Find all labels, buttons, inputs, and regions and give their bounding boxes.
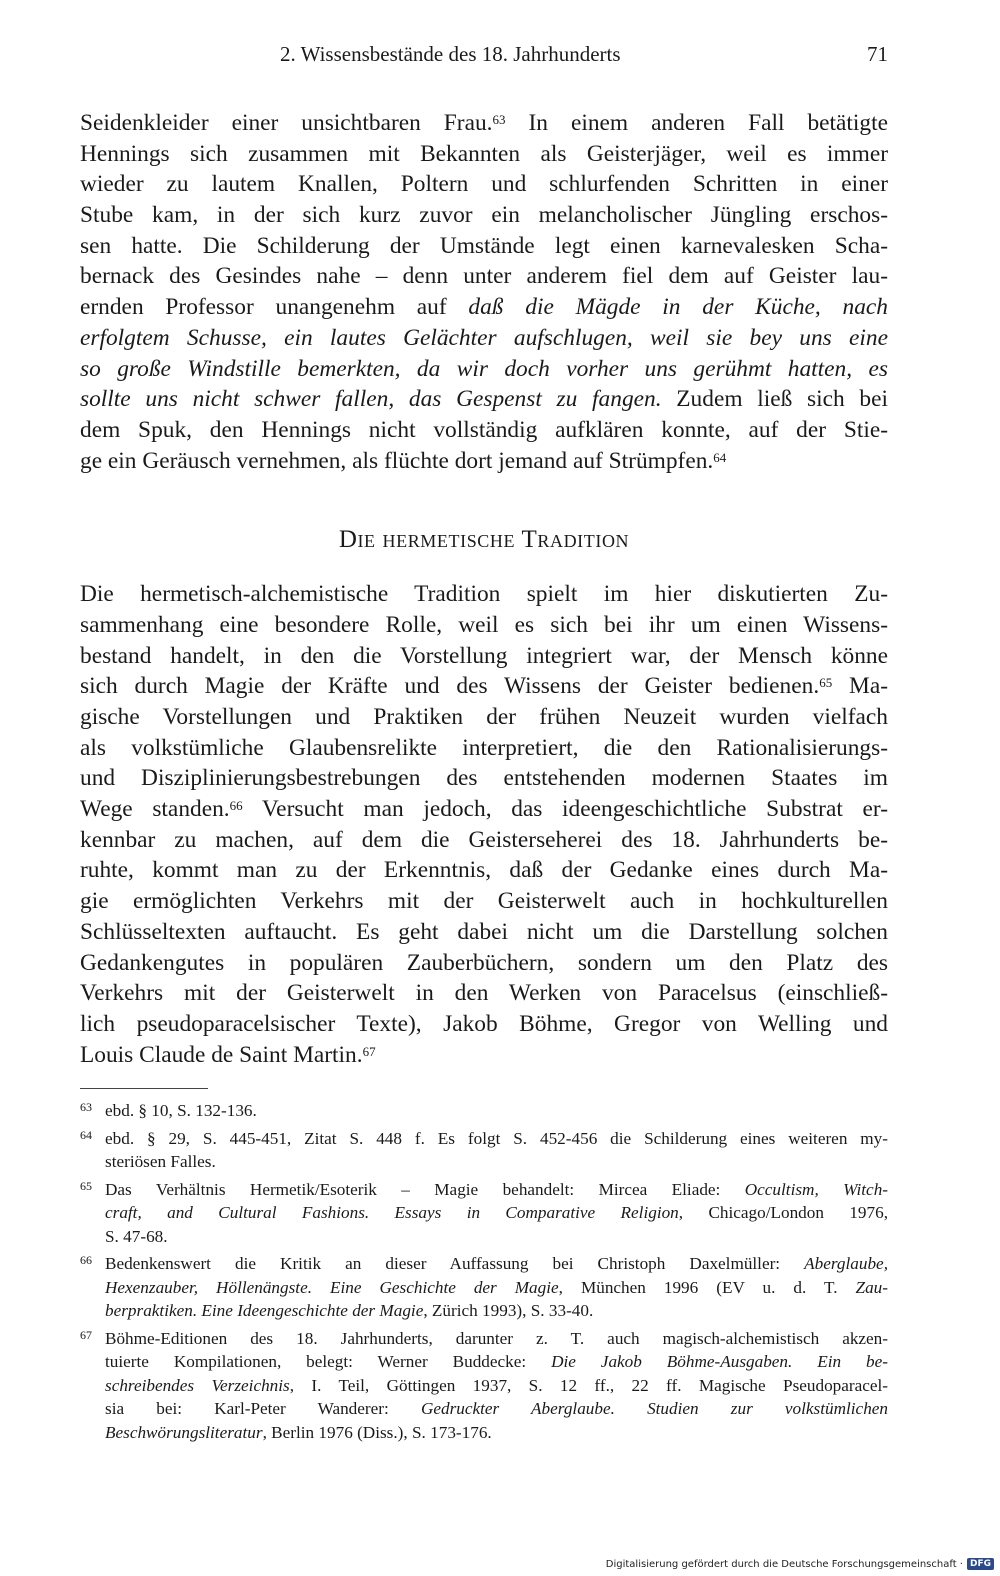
paragraph-2 [80,579,888,1070]
footnote-66 [80,1252,888,1323]
footnote-line [105,1299,888,1323]
text-span: Versucht man jedoch, das ideengeschichtliche Substrat er- [242,796,889,823]
text-line: Gedankengutes in populären Zauberbüchern, sondern um den Platz des [80,949,888,976]
footnote-line: S. 47-68. [105,1226,168,1246]
text-span: , Chicago/London 1976, [678,1203,888,1223]
text-line: kennbar zu machen, auf dem die Geisterseherei des 18. Jahrhunderts be- [80,826,888,853]
text-line [80,794,888,825]
quote-line: erfolgtem Schusse, ein lautes Gelächter aufschlugen, weil sie bey uns eine [80,324,888,351]
dfg-logo: DFG [967,1558,994,1570]
footnote-64 [80,1127,888,1174]
text-span: sia bei: Karl-Peter Wanderer: [105,1399,421,1419]
footnote-65 [80,1178,888,1249]
paragraph-1 [80,108,888,476]
text-line: Hennings sich zusammen mit Bekannten als Geisterjäger, weil es immer [80,140,888,167]
footnote-line [105,1374,888,1398]
text-span: Bedenkenswert die Kritik an dieser Auffassung bei Christoph Daxelmüller: [105,1254,805,1274]
footnote-ref[interactable]: 63 [492,112,506,127]
text-span: Seidenkleider einer unsichtbaren Frau. [80,110,493,136]
footnote-number: 64 [80,1127,92,1142]
title-span: schreibendes Verzeichnis [105,1375,290,1395]
title-span: Hexenzauber, Höllenängste. Eine Geschichte der Magie [105,1277,559,1297]
footnote-ref[interactable]: 67 [362,1043,376,1059]
text-line: dem Spuk, den Hennings nicht vollständig aufklären konnte, auf der Stie- [80,416,888,443]
text-line: bestand handelt, in den die Vorstellung integriert war, der Mensch könne [80,642,888,669]
text-line: Schlüsseltexten auftaucht. Es geht dabei nicht um die Darstellung solchen [80,918,888,945]
title-span: Beschwörungsliteratur [105,1422,263,1442]
text-line [80,446,888,477]
text-span: Louis Claude de Saint Martin. [80,1041,363,1068]
page-header [80,42,888,76]
text-line: Verkehrs mit der Geisterwelt in den Werken von Paracelsus (einschließ- [80,980,888,1007]
footnote-line: Böhme-Editionen des 18. Jahrhunderts, darunter z. T. auch magisch-alchemistisch akzen- [105,1328,888,1348]
text-line [80,671,888,702]
title-span: berpraktiken. Eine Ideengeschichte der Magie [105,1301,424,1321]
text-line [80,108,888,139]
text-span: tuierte Kompilationen, belegt: Werner Buddecke: [105,1352,552,1372]
text-span: ge ein Geräusch vernehmen, als flüchte dort jemand auf Strümpfen. [80,447,714,474]
text-line: bernack des Gesindes nahe – denn unter anderem fiel dem auf Geister lau- [80,263,888,290]
footnote-line [105,1201,888,1225]
text-line: als volkstümliche Glaubensrelikte interpretiert, die den Rationalisierungs- [80,734,888,761]
footnote-line [105,1397,888,1421]
text-span: ernden Professor unangenehm auf [80,294,469,321]
text-line [80,384,888,415]
title-span: Die Jakob Böhme-Ausgaben. Ein be- [551,1352,888,1372]
footnote-line [105,1350,888,1374]
footnote-line [105,1276,888,1300]
footnote-number: 63 [80,1100,92,1115]
title-span: Zau- [855,1277,888,1297]
title-span: Gedruckter Aberglaube. Studien zur volkstümlichen [420,1399,889,1419]
quote-span: daß die Mägde in der Küche, nach [468,294,888,321]
title-span: Aberglaube, [804,1254,888,1274]
footnote-ref[interactable]: 66 [229,798,243,814]
quote-line: so große Windstille bemerkten, da wir doch vorher uns gerühmt hatten, es [80,355,888,382]
text-line: gie ermöglichten Verkehrs mit der Geisterwelt auch in hochkulturellen [80,888,888,915]
text-line: wieder zu lautem Knallen, Poltern und schlurfenden Schritten in einer [80,171,888,198]
footnote-63 [80,1099,888,1123]
title-span: craft, and Cultural Fashions. Essays in Comparative Religion [105,1203,679,1223]
footnote-number: 66 [80,1253,92,1268]
text-line [80,1040,888,1071]
text-line: Stube kam, in der sich kurz zuvor ein melancholischer Jüngling erschos- [80,202,888,229]
text-line: ruhte, kommt man zu der Erkenntnis, daß der Gedanke eines durch Ma- [80,857,888,884]
text-line: Die hermetisch-alchemistische Tradition spielt im hier diskutierten Zu- [80,581,888,608]
text-span: Ma- [832,673,888,700]
footnote-number: 65 [80,1178,92,1193]
footnote-67 [80,1327,888,1445]
page-number: 71 [867,42,888,66]
text-span: , München 1996 (EV u. d. T. [558,1277,856,1297]
section-heading: Die hermetische Tradition [338,526,630,554]
footnote-line [105,1178,888,1202]
text-span: , Berlin 1976 (Diss.), S. 173-176. [262,1422,492,1442]
text-span: Wege standen. [80,796,230,823]
text-line [80,292,888,323]
footnote-ref[interactable]: 65 [819,675,833,691]
text-span: Zudem ließ sich bei [661,386,888,413]
text-span: , I. Teil, Göttingen 1937, S. 12 ff., 22 ff. Magische Pseudoparacel- [289,1375,888,1395]
footnotes [80,1099,888,1444]
page-body [80,108,888,1448]
text-span: , Zürich 1993), S. 33-40. [423,1301,594,1321]
running-title: 2. Wissensbestände des 18. Jahrhunderts [280,42,621,66]
title-span: Occultism, Witch- [744,1179,889,1199]
footnote-number: 67 [80,1327,92,1342]
digitization-credit [606,1558,994,1570]
text-line: gische Vorstellungen und Praktiken der frühen Neuzeit wurden vielfach [80,704,888,730]
footnote-line [105,1421,888,1445]
quote-span: sollte uns nicht schwer fallen, das Gespenst zu fangen. [80,386,662,413]
text-line: sen hatte. Die Schilderung der Umstände legt einen karnevalesken Scha- [80,232,888,259]
footnote-line: ebd. § 29, S. 445-451, Zitat S. 448 f. Es folgt S. 452-456 die Schilderung eines weiteren my- [105,1128,888,1148]
text-span: In einem anderen Fall betätigte [505,110,888,136]
text-span: sich durch Magie der Kräfte und des Wissens der Geister bedienen. [80,673,820,700]
footnote-line: ebd. § 10, S. 132-136. [105,1101,257,1121]
footnote-line: steriösen Falles. [105,1152,216,1172]
text-span: Das Verhältnis Hermetik/Esoterik – Magie behandelt: Mircea Eliade: [105,1179,745,1199]
text-line: und Disziplinierungsbestrebungen des entstehenden modernen Staates im [80,765,888,792]
credit-text: Digitalisierung gefördert durch die Deutsche Forschungsgemeinschaft · [605,1558,963,1570]
footnote-ref[interactable]: 64 [713,449,727,465]
text-line: sammenhang eine besondere Rolle, weil es sich bei ihr um einen Wissens- [80,611,888,638]
footnote-rule [80,1088,208,1089]
footnote-line [105,1252,888,1276]
text-line: lich pseudoparacelsischer Texte), Jakob Böhme, Gregor von Welling und [80,1010,888,1037]
